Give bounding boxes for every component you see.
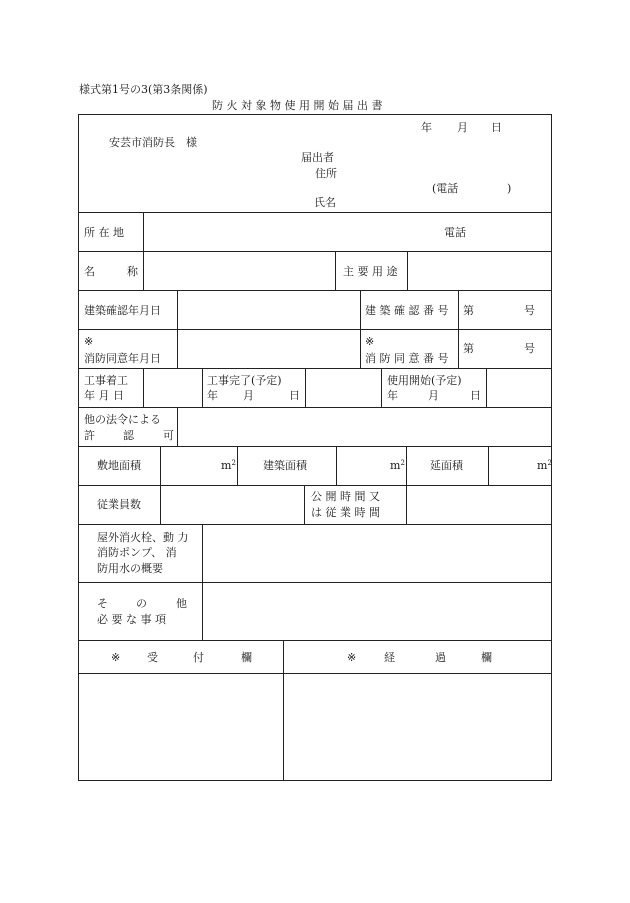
grid-line [336,446,337,485]
no-go: 号 [524,304,535,317]
phone-open: (電話 [432,182,459,195]
grid-line [406,446,407,485]
receipt-mark: ※ [111,651,121,664]
hydrant-label-3: 防用水の概要 [97,562,163,575]
mark-2: ※ [365,335,375,348]
use-start-y: 年 [387,389,398,402]
notification-form [78,114,552,781]
addressee: 安芸市消防長 様 [109,136,197,149]
grid-line [143,251,144,290]
progress-mark: ※ [347,651,357,664]
grid-line [406,485,407,524]
address-label: 住所 [315,167,337,180]
building-area-label: 建築面積 [263,459,307,472]
location-label: 所 在 地 [84,226,124,239]
progress-b: 過 [435,651,446,664]
grid-line [283,640,284,780]
floor-area-unit [537,460,552,471]
other-label-1b: の [136,597,147,610]
work-done-d: 日 [289,389,300,402]
other-label-1a: そ [97,597,108,610]
grid-line [177,407,178,446]
work-done-y: 年 [207,389,218,402]
grid-line [160,485,161,524]
work-done-m: 月 [243,389,254,402]
grid-line [488,446,489,485]
use-start-d: 日 [470,389,481,402]
hours-label-2: は 従 業 時 間 [311,506,380,519]
grid-line [486,368,487,407]
fire-consent-no-label: 消 防 同 意 番 号 [365,352,449,365]
grid-line [458,290,459,368]
other-law-label-2a: 許 [84,429,95,442]
employees-label: 従業員数 [97,498,141,511]
grid-line [79,640,551,641]
no-go-2: 号 [524,342,535,355]
grid-line [335,251,336,290]
receipt-a: 受 [147,651,158,664]
grid-line [202,582,203,640]
grid-line [202,368,203,407]
fire-consent-date-label: 消防同意年月日 [84,352,161,365]
site-area-label: 敷地面積 [97,459,141,472]
use-start-label: 使用開始(予定) [387,374,462,387]
build-confirm-no-label: 建 築 確 認 番 号 [365,304,449,317]
floor-area-label: 延面積 [430,459,463,472]
grid-line [79,485,551,486]
no-dai-2: 第 [463,342,474,355]
build-confirm-date-label: 建築確認年月日 [84,304,161,317]
mark-1: ※ [84,335,94,348]
grid-line [360,290,361,368]
grid-line [79,407,551,408]
phone-close: ) [507,182,512,195]
unit-sup: 2 [400,459,405,467]
hours-label-1: 公 開 時 間 又 [311,490,380,503]
receipt-b: 付 [193,651,204,664]
other-law-label-2c: 可 [163,429,174,442]
grid-line [381,368,382,407]
unit-sup: 2 [231,459,236,467]
hydrant-label-2: 消防ポンプ、 消 [97,546,177,559]
other-label-1c: 他 [176,597,187,610]
grid-line [79,446,551,447]
notifier-label: 届出者 [301,151,334,164]
grid-line [79,524,551,525]
unit-m: m [390,459,401,472]
grid-line [305,368,306,407]
grid-line [143,212,144,251]
work-start-label-1: 工事着工 [84,374,128,387]
main-use-label: 主 要 用 途 [343,265,398,278]
grid-line [79,212,551,213]
grid-line [177,290,178,368]
date-year: 年 [421,121,432,134]
work-start-label-2: 年 月 日 [84,389,124,402]
unit-sup: 2 [547,459,552,467]
grid-line [79,329,551,330]
name-label: 氏名 [314,196,336,209]
other-label-2: 必 要 な 事 項 [97,613,166,626]
use-start-m: 月 [428,389,439,402]
site-area-unit [221,460,236,471]
grid-line [143,368,144,407]
grid-line [202,524,203,582]
grid-line [79,251,551,252]
grid-line [79,290,551,291]
progress-a: 経 [384,651,395,664]
unit-m: m [537,459,548,472]
form-number: 様式第1号の3(第3条関係) [79,83,208,96]
name-label-a: 名 [84,265,95,278]
phone-label: 電話 [444,226,466,239]
date-day: 日 [491,121,502,134]
form-title: 防 火 対 象 物 使 用 開 始 届 出 書 [212,99,383,112]
date-month: 月 [457,121,468,134]
hydrant-label-1: 屋外消火栓、動 力 [97,531,189,544]
grid-line [304,485,305,524]
other-law-label-2b: 認 [123,429,134,442]
grid-line [79,582,551,583]
other-law-label-1: 他の法令による [84,413,161,426]
grid-line [407,251,408,290]
grid-line [160,446,161,485]
unit-m: m [221,459,232,472]
name-label-b: 称 [127,265,138,278]
progress-c: 欄 [481,651,492,664]
no-dai: 第 [463,304,474,317]
receipt-c: 欄 [241,651,252,664]
work-done-label: 工事完了(予定) [207,374,282,387]
grid-line [79,673,551,674]
building-area-unit [390,460,405,471]
grid-line [237,446,238,485]
grid-line [79,368,551,369]
